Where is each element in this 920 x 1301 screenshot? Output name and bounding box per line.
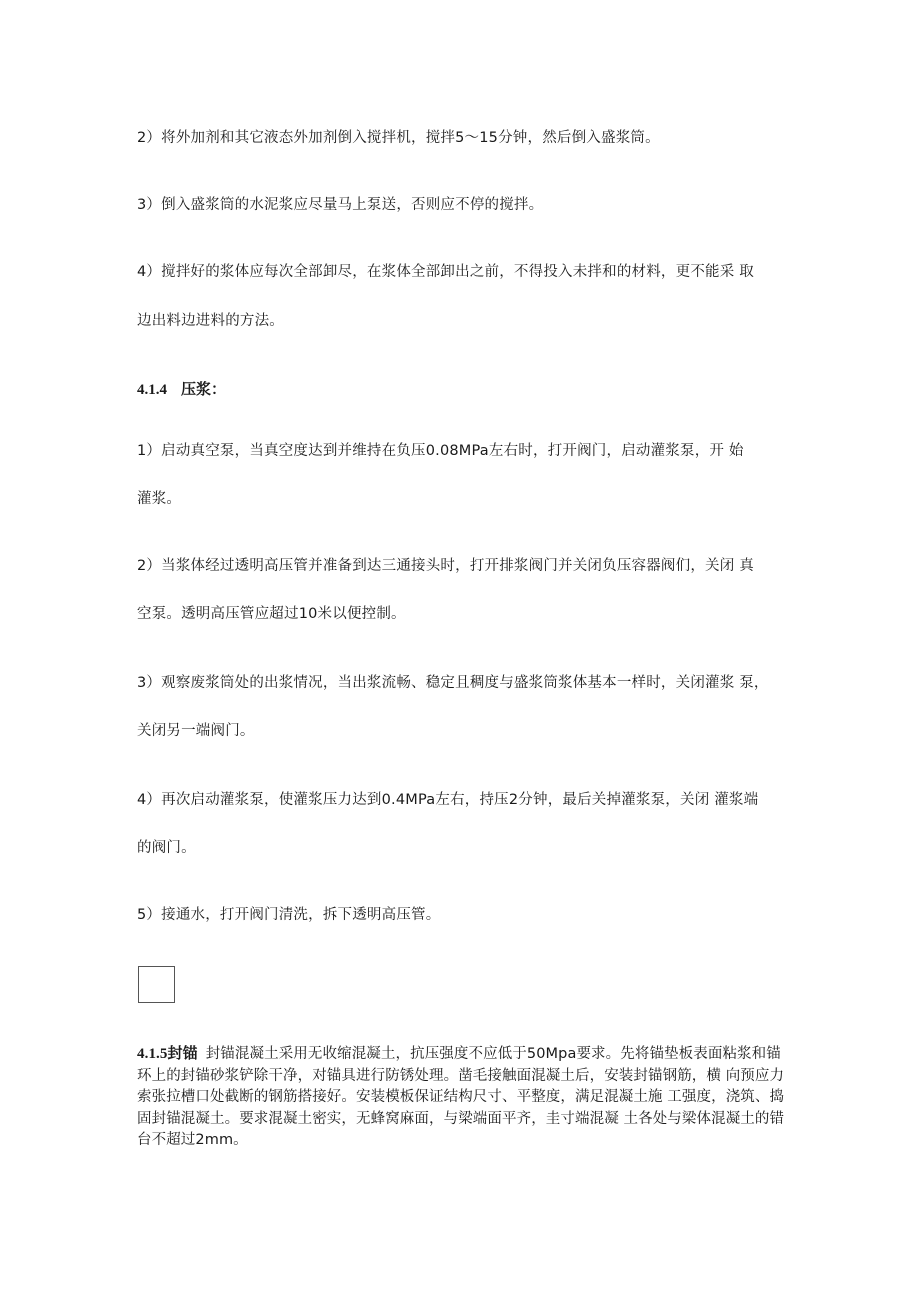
grouting-step-1-line-2: 灌浆。 bbox=[137, 491, 182, 507]
step-4-unload-line-1: 4）搅拌好的浆体应每次全部卸尽，在浆体全部卸出之前，不得投入未拌和的材料，更不能采 取 bbox=[137, 264, 754, 280]
grouting-step-3-line-2: 关闭另一端阀门。 bbox=[137, 723, 255, 739]
section-4-1-5-body: 封锚混凝土采用无收缩混凝土，抗压强度不应低于50Mpa要求。先将锚垫板表面粘浆和锚 环上的封锚砂浆铲除干净，对锚具进行防锈处理。凿毛接触面混凝土后，安装封锚钢筋，横 向预应力索张拉槽口处截断的钢筋搭接好。安装模板保证结构尺寸、平整度，满足混凝土施 工强度，浇筑、捣固封锚混凝土。要求混凝土密实，无蜂窝麻面，与梁端面平齐，圭寸端混凝 土各处与梁体混凝土的错台不超过2mm。 bbox=[137, 1046, 785, 1148]
section-title: 压浆： bbox=[181, 382, 227, 398]
checkbox-placeholder bbox=[138, 966, 175, 1003]
grouting-step-4-line-1: 4）再次启动灌浆泵，使灌浆压力达到0.4MPa左右，持压2分钟，最后关掉灌浆泵，关闭 灌浆端 bbox=[137, 792, 759, 808]
section-heading-4-1-4 bbox=[137, 380, 226, 400]
section-4-1-5-paragraph bbox=[137, 1044, 787, 1152]
step-3-pump-slurry: 3）倒入盛浆筒的水泥浆应尽量马上泵送，否则应不停的搅拌。 bbox=[137, 197, 544, 213]
section-heading-4-1-5: 4.1.5封锚 bbox=[137, 1046, 198, 1062]
step-2-mix-admixture: 2）将外加剂和其它液态外加剂倒入搅拌机，搅拌5～15分钟，然后倒入盛浆筒。 bbox=[137, 130, 660, 146]
grouting-step-3-line-1: 3）观察废浆筒处的出浆情况，当出浆流畅、稳定且稠度与盛浆筒浆体基本一样时，关闭灌浆 泵， bbox=[137, 675, 769, 691]
grouting-step-4-line-2: 的阀门。 bbox=[137, 840, 196, 856]
grouting-step-1-line-1: 1）启动真空泵，当真空度达到并维持在负压0.08MPa左右时，打开阀门，启动灌浆泵，开 始 bbox=[137, 443, 744, 459]
grouting-step-2-line-2: 空泵。透明高压管应超过10米以便控制。 bbox=[137, 606, 406, 622]
grouting-step-5: 5）接通水，打开阀门清洗，拆下透明高压管。 bbox=[137, 907, 441, 923]
section-number: 4.1.4 bbox=[137, 382, 167, 398]
grouting-step-2-line-1: 2）当浆体经过透明高压管并准备到达三通接头时，打开排浆阀门并关闭负压容器阀们，关闭 真 bbox=[137, 558, 754, 574]
step-4-unload-line-2: 边出料边进料的方法。 bbox=[137, 313, 284, 329]
